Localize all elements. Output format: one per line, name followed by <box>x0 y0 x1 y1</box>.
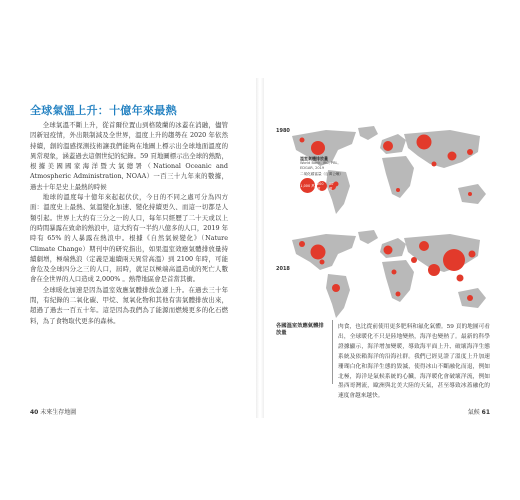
left-page <box>0 0 258 500</box>
legend-bubbles <box>300 178 352 194</box>
bubble-china <box>443 249 465 271</box>
bubble-australia <box>467 295 473 301</box>
bubble-indonesia <box>457 275 464 282</box>
left-folio <box>30 407 76 416</box>
map-1980 <box>274 124 502 220</box>
legend-bubble-small: 10 萬 <box>329 183 336 190</box>
bubble-canada <box>300 138 305 143</box>
bubble-russia <box>419 241 429 251</box>
legend-source: World Bank, JRC, PBL, EDGAR, 2019 <box>300 161 339 170</box>
right-body-text: 肉食，也比從前使用更多肥料和氟化氣體。59 頁的地圖可看出，全球暖化不只是陸地變熱，海洋也變熱了。最新的科學證據顯示，海洋增加變暖，導致海平面上升、破壞海洋生態系統及依賴海洋的沿海社群。我們已經見證了溫度上升加速珊瑚白化和海洋生態的毀滅，使得冰山不斷融化而退，例如北極，海洋是氣候系統的心臟，海洋暖化會破壞洋流，例如墨西哥灣流，歐洲與北美大陸的天氣，甚至導致冰蓋融化的速度會越來越快。 <box>338 324 490 400</box>
bubble-brazil <box>332 284 340 292</box>
bubble-mexico <box>320 260 325 265</box>
right-folio <box>468 407 490 416</box>
bubble-australia <box>468 192 472 196</box>
caption-divider <box>332 320 333 384</box>
emissions-maps <box>274 124 502 330</box>
section-title: 全球氣溫上升：十億年來最熱 <box>30 104 177 117</box>
bubble-iran <box>411 257 417 263</box>
bubble-usa <box>311 141 325 155</box>
bubble-nigeria <box>392 270 397 275</box>
bubble-india <box>428 264 440 276</box>
bubble-ussr <box>417 135 432 150</box>
bubble-usa <box>311 245 326 260</box>
bubble-south-africa <box>396 188 400 192</box>
year-label-2018: 2018 <box>276 266 290 272</box>
year-label-1980: 1980 <box>276 128 290 134</box>
bubble-canada <box>299 241 305 247</box>
legend-bubble-medium: 200 萬 <box>317 181 327 191</box>
legend-bubble-large: 1,000 萬 <box>300 178 315 193</box>
right-page <box>262 0 520 500</box>
bubble-europe <box>383 141 393 151</box>
bubble-india <box>432 162 437 167</box>
left-running-title: 未來生存地圖 <box>40 409 77 416</box>
world-map-2018 <box>274 228 502 324</box>
paragraph-2: 地球的溫度每十億年來起起伏伏，今日的不同之處可分為四方面：溫度史上最熱、氣溫變化加速、變化持續更久、而這一切都是人類引起。世界上大約有三分之一的人口，每年只經歷了二十天或以上的時間暴露在致命的熱浪中，這大約有一半約八億多的人口，2019 年時有 65% 的人暴露在熱浪中。根據《自然氣候變化》（Nature Climate Change）期刊中的研究指出，如果溫室效應氣體排放量持續劇增，極端熱浪（定義是連續兩天異常高溫）到 2100 年時，可能會危及全球四分之三的人口，屆時，就足以極端高溫造成的死亡人數會在全世界的人口造成 2,000% 。熱帶地區會是首當其衝。 <box>30 193 228 284</box>
bubble-south-africa <box>396 292 401 297</box>
bubble-europe <box>384 246 393 255</box>
bubble-china <box>448 152 457 161</box>
map-2018 <box>274 228 502 324</box>
left-page-number: 40 <box>30 409 39 416</box>
left-body-text <box>30 120 228 326</box>
paragraph-1: 全球氣溫不斷上升，從首爾位置山到格陵蘭的冰蓋在消融，儘管因新冠疫情，外出限制減及全世界，溫度上升的趨勢在 2020 年依然持續，創的溫感探測技術讓我們能夠在地圖上標示出全球地面溫度的異常現象，涵蓋過去這個世紀的紀錄。59 頁地圖標示出全球的熱點，根據美國國家海洋暨大氣總署（National Oceanic and Atmospheric Administration, NOAA）一百三十九年來的數據，過去十年是史上最熱的時候 <box>30 121 228 191</box>
bubble-japan <box>467 149 473 155</box>
legend-unit: 二氧化碳當量（百萬公噸） <box>300 171 344 176</box>
right-page-number: 61 <box>481 409 490 416</box>
bubble-japan <box>469 251 476 258</box>
map-legend <box>300 156 352 194</box>
legend-title: 溫室氣體排放量 <box>300 156 328 161</box>
landmasses <box>292 230 486 318</box>
figure-caption: 各國溫室效應氣體排放量 <box>276 323 324 336</box>
right-running-title: 氣候 <box>467 409 480 416</box>
paragraph-3: 全球暖化加速是因為溫室效應氣體排放急遽上升。在過去三十年間，有紀錄的二氧化碳、甲烷、氮氧化物和其他有害氣體排放出來，超過了過去一百五十年。這是因為我們為了能源而燃燒更多的化石燃料，為了食物取代更多的森林。 <box>30 285 228 325</box>
